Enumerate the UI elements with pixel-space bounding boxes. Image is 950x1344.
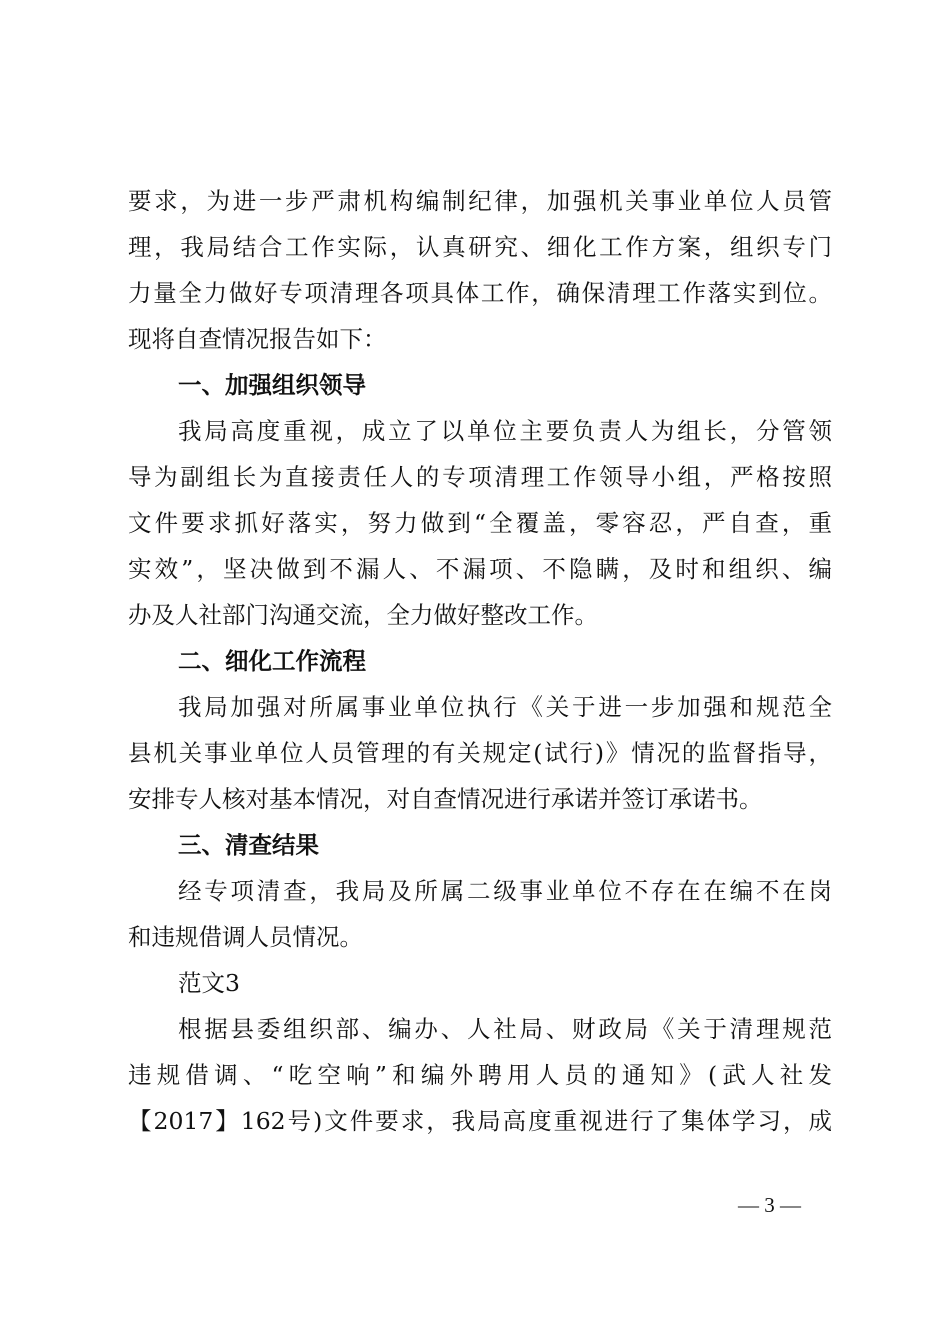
body-text-line: 现将自查情况报告如下： [128, 325, 387, 353]
body-text-line: 理，我局结合工作实际，认真研究、细化工作方案，组织专门 [128, 233, 832, 261]
body-text-line: 我局高度重视，成立了以单位主要负责人为组长，分管领 [178, 417, 832, 445]
body-text-line: 县机关事业单位人员管理的有关规定(试行)》情况的监督指导， [128, 739, 832, 767]
body-text-line: 文件要求抓好落实，努力做到“全覆盖，零容忍，严自查，重 [128, 509, 832, 537]
body-text-line: 【2017】162号)文件要求，我局高度重视进行了集体学习，成 [128, 1107, 832, 1135]
body-text-line: 要求，为进一步严肃机构编制纪律，加强机关事业单位人员管 [128, 187, 832, 215]
sample-subtitle: 范文3 [178, 969, 240, 997]
body-text-line: 力量全力做好专项清理各项具体工作，确保清理工作落实到位。 [128, 279, 832, 307]
body-text-line: 经专项清查，我局及所属二级事业单位不存在在编不在岗 [178, 877, 832, 905]
body-text-line: 实效”，坚决做到不漏人、不漏项、不隐瞒，及时和组织、编 [128, 555, 832, 583]
section-heading-2: 二、细化工作流程 [178, 647, 366, 675]
page-number: — 3 — [738, 1193, 801, 1217]
section-heading-3: 三、清查结果 [178, 831, 319, 859]
body-text-line: 根据县委组织部、编办、人社局、财政局《关于清理规范 [178, 1015, 832, 1043]
body-text-line: 我局加强对所属事业单位执行《关于进一步加强和规范全 [178, 693, 832, 721]
body-text-line: 导为副组长为直接责任人的专项清理工作领导小组，严格按照 [128, 463, 832, 491]
body-text-line: 安排专人核对基本情况，对自查情况进行承诺并签订承诺书。 [128, 785, 763, 813]
section-heading-1: 一、加强组织领导 [178, 371, 366, 399]
body-text-line: 和违规借调人员情况。 [128, 923, 363, 951]
body-text-line: 违规借调、“吃空响”和编外聘用人员的通知》(武人社发 [128, 1061, 832, 1089]
body-text-line: 办及人社部门沟通交流，全力做好整改工作。 [128, 601, 598, 629]
